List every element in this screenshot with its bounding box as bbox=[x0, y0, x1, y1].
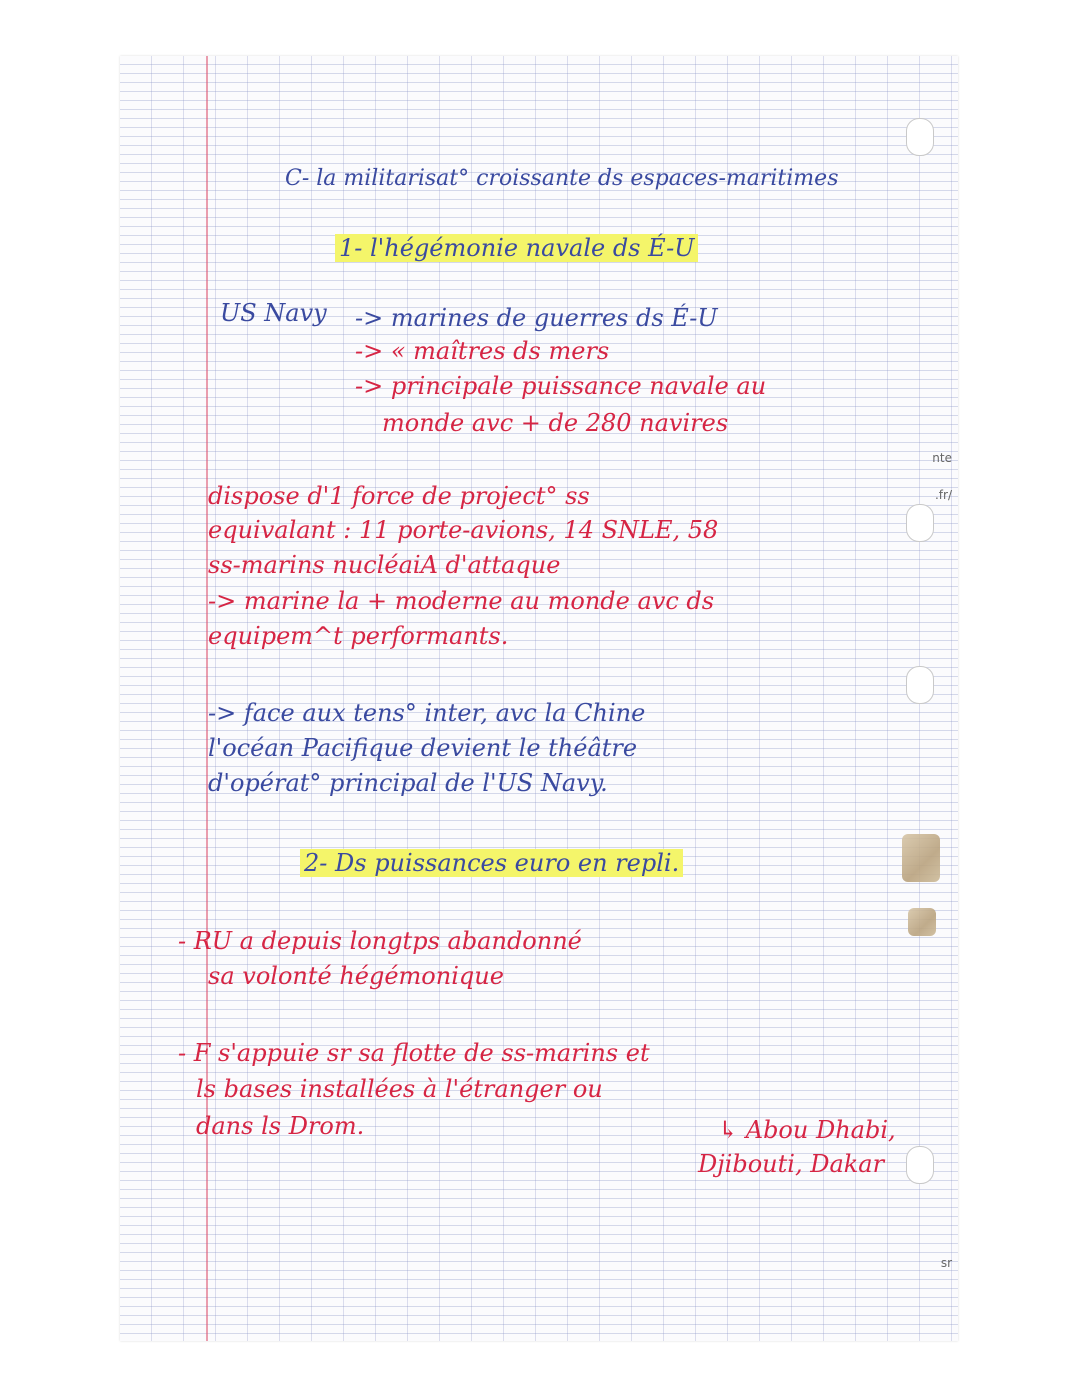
subsection-2-title: 2- Ds puissances euro en repli. bbox=[300, 851, 683, 875]
tape-residue bbox=[902, 834, 940, 882]
edge-fragment: sr bbox=[940, 1256, 952, 1270]
paragraph-line: dispose d'1 force de project° ss bbox=[208, 482, 590, 510]
list-item: -> « maîtres ds mers bbox=[355, 337, 610, 365]
list-item: -> principale puissance navale au bbox=[355, 372, 767, 400]
paragraph-line: dans ls Drom. bbox=[196, 1112, 365, 1140]
punch-hole bbox=[906, 1146, 934, 1184]
paragraph-line: ls bases installées à l'étranger ou bbox=[196, 1075, 603, 1103]
edge-fragment: .fr/ bbox=[934, 488, 952, 502]
section-heading: C- la militarisat° croissante ds espaces-maritimes bbox=[285, 166, 839, 191]
punch-hole bbox=[906, 666, 934, 704]
us-navy-label: US Navy bbox=[220, 299, 327, 327]
punch-hole bbox=[906, 118, 934, 156]
punch-hole bbox=[906, 504, 934, 542]
paragraph-line: ss-marins nucléaiA d'attaque bbox=[208, 551, 561, 579]
subsection-1-title: 1- l'hégémonie navale ds É-U bbox=[335, 236, 698, 260]
paragraph-line: -> face aux tens° inter, avc la Chine bbox=[208, 699, 646, 727]
tape-residue bbox=[908, 908, 936, 936]
paragraph-line: equipem^t performants. bbox=[208, 622, 509, 650]
paragraph-line: -> marine la + moderne au monde avc ds bbox=[208, 587, 715, 615]
paragraph-line: equivalant : 11 porte-avions, 14 SNLE, 58 bbox=[208, 516, 719, 544]
paragraph-line: sa volonté hégémonique bbox=[208, 962, 504, 990]
paragraph-line: - RU a depuis longtps abandonné bbox=[178, 927, 582, 955]
note-line: Djibouti, Dakar bbox=[698, 1150, 885, 1178]
note-line: ↳ Abou Dhabi, bbox=[718, 1116, 896, 1144]
edge-fragment: nte bbox=[932, 451, 952, 465]
notebook-page bbox=[120, 56, 958, 1341]
paragraph-line: l'océan Pacifique devient le théâtre bbox=[208, 734, 638, 762]
paragraph-line: d'opérat° principal de l'US Navy. bbox=[208, 769, 608, 797]
list-item: monde avc + de 280 navires bbox=[382, 409, 729, 437]
list-item: -> marines de guerres ds É-U bbox=[355, 304, 718, 332]
paragraph-line: - F s'appuie sr sa flotte de ss-marins et bbox=[178, 1039, 650, 1067]
